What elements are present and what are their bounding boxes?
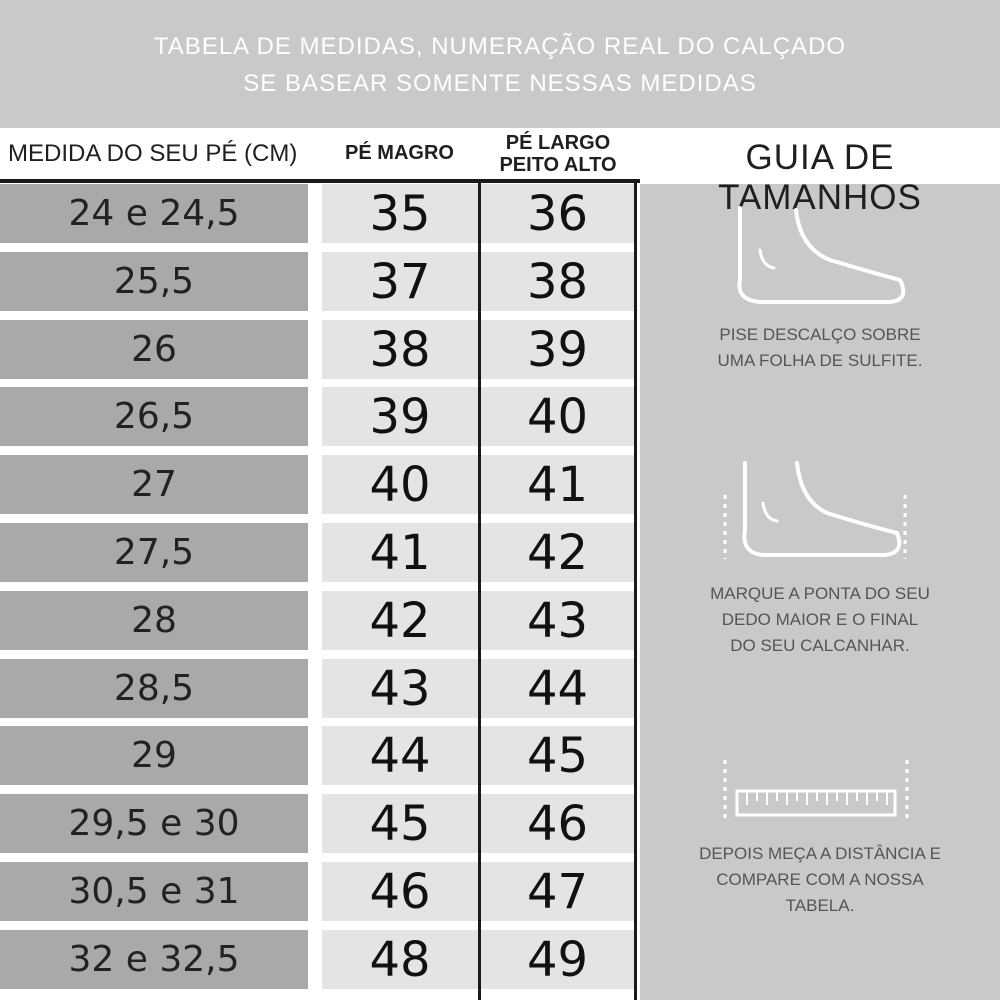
step3-line1: DEPOIS MEÇA A DISTÂNCIA E <box>699 844 941 863</box>
wide-foot-size-cell: 47 <box>481 862 634 921</box>
wide-foot-size-cell: 45 <box>481 726 634 785</box>
thin-foot-size-cell: 40 <box>322 455 478 514</box>
step3-line3: TABELA. <box>785 896 855 915</box>
thin-foot-size-cell: 48 <box>322 930 478 989</box>
wide-foot-size-cell: 36 <box>481 184 634 243</box>
header-wide-foot <box>482 132 634 176</box>
foot-marked-icon <box>715 455 920 565</box>
wide-foot-size-cell: 43 <box>481 591 634 650</box>
wide-foot-size-cell: 44 <box>481 659 634 718</box>
measure-cell: 28,5 <box>0 659 308 718</box>
step2-line2: DEDO MAIOR E O FINAL <box>721 610 919 629</box>
ruler-icon <box>715 755 920 825</box>
wide-foot-size-cell: 38 <box>481 252 634 311</box>
foot-icon <box>720 200 920 310</box>
step1-line2: UMA FOLHA DE SULFITE. <box>717 351 923 370</box>
wide-foot-size-cell: 46 <box>481 794 634 853</box>
thin-foot-size-cell: 43 <box>322 659 478 718</box>
thin-foot-size-cell: 39 <box>322 387 478 446</box>
header-divider <box>0 179 640 183</box>
thin-foot-size-cell: 46 <box>322 862 478 921</box>
measure-cell: 32 e 32,5 <box>0 930 308 989</box>
thin-foot-size-cell: 41 <box>322 523 478 582</box>
wide-foot-size-cell: 42 <box>481 523 634 582</box>
column-divider-middle <box>478 179 481 1000</box>
step2-line1: MARQUE A PONTA DO SEU <box>710 584 930 603</box>
header-measure: MEDIDA DO SEU PÉ (CM) <box>8 140 298 167</box>
step3-text <box>640 841 1000 919</box>
thin-foot-size-cell: 35 <box>322 184 478 243</box>
wide-foot-size-cell: 41 <box>481 455 634 514</box>
thin-foot-size-cell: 42 <box>322 591 478 650</box>
thin-foot-size-cell: 38 <box>322 320 478 379</box>
measure-cell: 27 <box>0 455 308 514</box>
wide-foot-size-cell: 49 <box>481 930 634 989</box>
banner-line-1: TABELA DE MEDIDAS, NUMERAÇÃO REAL DO CALÇADO <box>153 33 847 60</box>
measure-cell: 26 <box>0 320 308 379</box>
measure-cell: 27,5 <box>0 523 308 582</box>
measure-cell: 25,5 <box>0 252 308 311</box>
thin-foot-size-cell: 44 <box>322 726 478 785</box>
header-thin-foot: PÉ MAGRO <box>345 142 454 164</box>
measure-cell: 24 e 24,5 <box>0 184 308 243</box>
header-wide-line2: PEITO ALTO <box>499 154 617 176</box>
header-wide-line1: PÉ LARGO <box>505 132 611 154</box>
step3-line2: COMPARE COM A NOSSA <box>716 870 924 889</box>
measure-cell: 29 <box>0 726 308 785</box>
step2-text <box>640 581 1000 659</box>
measure-cell: 26,5 <box>0 387 308 446</box>
banner <box>0 0 1000 128</box>
size-table <box>0 128 640 1000</box>
measure-cell: 29,5 e 30 <box>0 794 308 853</box>
measure-cell: 28 <box>0 591 308 650</box>
measure-cell: 30,5 e 31 <box>0 862 308 921</box>
thin-foot-size-cell: 37 <box>322 252 478 311</box>
step1-text <box>640 322 1000 374</box>
step2-line3: DO SEU CALCANHAR. <box>730 636 910 655</box>
step1-line1: PISE DESCALÇO SOBRE <box>719 325 921 344</box>
banner-line-2: SE BASEAR SOMENTE NESSAS MEDIDAS <box>243 70 757 97</box>
wide-foot-size-cell: 39 <box>481 320 634 379</box>
guide-title-box <box>640 128 1000 217</box>
wide-foot-size-cell: 40 <box>481 387 634 446</box>
column-divider-right <box>634 179 637 1000</box>
guide-title: GUIA DE TAMANHOS <box>718 138 922 217</box>
thin-foot-size-cell: 45 <box>322 794 478 853</box>
